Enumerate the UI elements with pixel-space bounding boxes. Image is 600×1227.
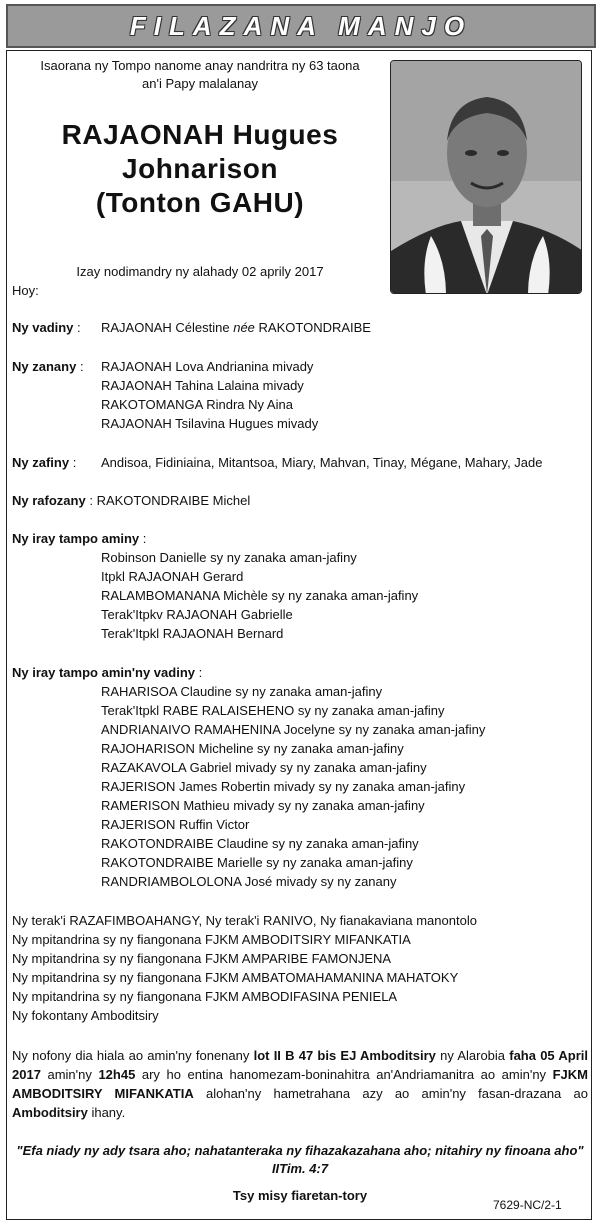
announcement-church: FJKM AMBODITSIRY MIFANKATIA	[12, 1067, 588, 1101]
quote-text: "Efa niady ny ady tsara aho; nahatanteraka ny fihazakazahana aho; nitahiry ny finoana aho"	[16, 1143, 584, 1158]
list-item: Ny fokontany Amboditsiry	[12, 1008, 159, 1023]
list-item: Ny terak'i RAZAFIMBOAHANGY, Ny terak'i RANIVO, Ny fianakaviana manontolo	[12, 913, 477, 928]
iray-tampo-aminy-label: Ny iray tampo aminy	[12, 531, 140, 546]
list-item: RANDRIAMBOLOLONA José mivady sy ny zanany	[101, 874, 397, 889]
iray-tampo-vadiny-label: Ny iray tampo amin'ny vadiny	[12, 665, 195, 680]
zafiny-label: Ny zafiny	[12, 455, 70, 470]
portrait-photo	[390, 60, 582, 294]
announcement-date: faha 05 April 2017	[12, 1048, 589, 1082]
death-date: Izay nodimandry ny alahady 02 aprily 2017	[76, 264, 324, 279]
zanany-list	[101, 357, 318, 433]
iray-tampo-vadiny-list	[101, 682, 485, 891]
list-item: Ny mpitandrina sy ny fiangonana FJKM AMPARIBE FAMONJENA	[12, 951, 392, 966]
zanany-sep: :	[79, 359, 84, 374]
list-item: RAZAKAVOLA Gabriel mivady sy ny zanaka aman-jafiny	[101, 760, 427, 775]
announcement-text: Ny nofony dia hiala ao amin'ny fonenany	[12, 1048, 254, 1063]
list-item: RAJERISON Ruffin Victor	[101, 817, 250, 832]
intro-line-2: an'i Papy malalanay	[142, 76, 258, 91]
name-line-1: RAJAONAH Hugues	[61, 119, 339, 150]
rafozany-value: RAKOTONDRAIBE Michel	[96, 493, 251, 508]
list-item: ANDRIANAIVO RAMAHENINA Jocelyne sy ny zanaka aman-jafiny	[101, 722, 486, 737]
iray-tampo-aminy-list	[101, 548, 418, 643]
deceased-name	[20, 118, 380, 220]
list-item: Ny mpitandrina sy ny fiangonana FJKM AMBODIFASINA PENIELA	[12, 989, 398, 1004]
vadiny-name: RAJAONAH Célestine	[101, 320, 234, 335]
vadiny-nee: née	[233, 320, 255, 335]
list-item: RAJERISON James Robertin mivady sy ny zanaka aman-jafiny	[101, 779, 466, 794]
iray-tampo-aminy-row	[12, 529, 146, 548]
list-item: Itpkl RAJAONAH Gerard	[101, 569, 244, 584]
list-item: RAKOTOMANGA Rindra Ny Aina	[101, 397, 293, 412]
zafiny-row	[12, 453, 76, 472]
list-item: RAJOHARISON Micheline sy ny zanaka aman-jafiny	[101, 741, 404, 756]
list-item: RALAMBOMANANA Michèle sy ny zanaka aman-jafiny	[101, 588, 419, 603]
announcement-text: ny Alarobia	[435, 1048, 510, 1063]
scripture-quote	[12, 1142, 588, 1178]
vadiny-sep: :	[77, 320, 81, 335]
zafiny-value: Andisoa, Fidiniaina, Mitantsoa, Miary, Mahvan, Tinay, Mégane, Mahary, Jade	[101, 455, 543, 470]
header-title: FILAZANA MANJO	[129, 10, 473, 41]
quote-reference: IITim. 4:7	[271, 1161, 329, 1176]
announcement-text: alohan'ny hametrahana azy ao amin'ny fasan-drazana ao	[193, 1086, 588, 1101]
reference-code: 7629-NC/2-1	[493, 1198, 562, 1212]
list-item: Robinson Danielle sy ny zanaka aman-jafiny	[101, 550, 357, 565]
announcement-text: ary ho entina hanomezam-boninahitra an'Andriamanitra ao amin'ny	[135, 1067, 553, 1082]
list-item: Ny mpitandrina sy ny fiangonana FJKM AMBODITSIRY MIFANKATIA	[12, 932, 411, 947]
iray-tampo-vadiny-row	[12, 663, 202, 682]
name-line-3: (Tonton GAHU)	[95, 187, 305, 218]
header-banner	[6, 4, 596, 48]
list-item: RAJAONAH Tahina Lalaina mivady	[101, 378, 304, 393]
zafiny-sep: :	[72, 455, 77, 470]
list-item: RAHARISOA Claudine sy ny zanaka aman-jafiny	[101, 684, 383, 699]
list-item: RAMERISON Mathieu mivady sy ny zanaka aman-jafiny	[101, 798, 425, 813]
iray-tampo-vadiny-sep: :	[198, 665, 203, 680]
list-item: RAJAONAH Tsilavina Hugues mivady	[101, 416, 319, 431]
list-item: RAJAONAH Lova Andrianina mivady	[101, 359, 314, 374]
name-line-2: Johnarison	[122, 153, 278, 184]
closing-line: Tsy misy fiaretan-tory	[232, 1188, 368, 1203]
funeral-announcement	[12, 1046, 588, 1122]
announcement-text: amin'ny	[40, 1067, 99, 1082]
iray-tampo-aminy-sep: :	[142, 531, 147, 546]
vadiny-value	[101, 318, 371, 337]
list-item: Terak'Itpkv RAJAONAH Gabrielle	[101, 607, 293, 622]
announcement-time: 12h45	[98, 1067, 136, 1082]
list-item: Ny mpitandrina sy ny fiangonana FJKM AMBATOMAHAMANINA MAHATOKY	[12, 970, 459, 985]
rafozany-sep: :	[89, 493, 93, 508]
list-item: RAKOTONDRAIBE Claudine sy ny zanaka aman-jafiny	[101, 836, 419, 851]
intro-line-1: Isaorana ny Tompo nanome anay nandritra ny 63 taona	[40, 58, 360, 73]
announcement-address: lot II B 47 bis EJ Amboditsiry	[253, 1048, 436, 1063]
vadiny-maiden-name: RAKOTONDRAIBE	[254, 320, 371, 335]
list-item: Terak'Itpkl RAJAONAH Bernard	[101, 626, 284, 641]
list-item: Terak'Itpkl RABE RALAISEHENO sy ny zanaka aman-jafiny	[101, 703, 445, 718]
list-item: RAKOTONDRAIBE Marielle sy ny zanaka aman-jafiny	[101, 855, 413, 870]
announcement-place: Amboditsiry	[12, 1105, 88, 1120]
vadiny-label: Ny vadiny	[12, 320, 74, 335]
vadiny-row	[12, 318, 81, 337]
others-list	[12, 911, 477, 1025]
rafozany-label: Ny rafozany	[12, 493, 86, 508]
portrait-image	[391, 61, 582, 294]
hoy-label: Hoy:	[12, 283, 39, 298]
rafozany-row	[12, 491, 250, 510]
announcement-text: ihany.	[87, 1105, 126, 1120]
zanany-label: Ny zanany	[12, 359, 77, 374]
zanany-row	[12, 357, 84, 376]
